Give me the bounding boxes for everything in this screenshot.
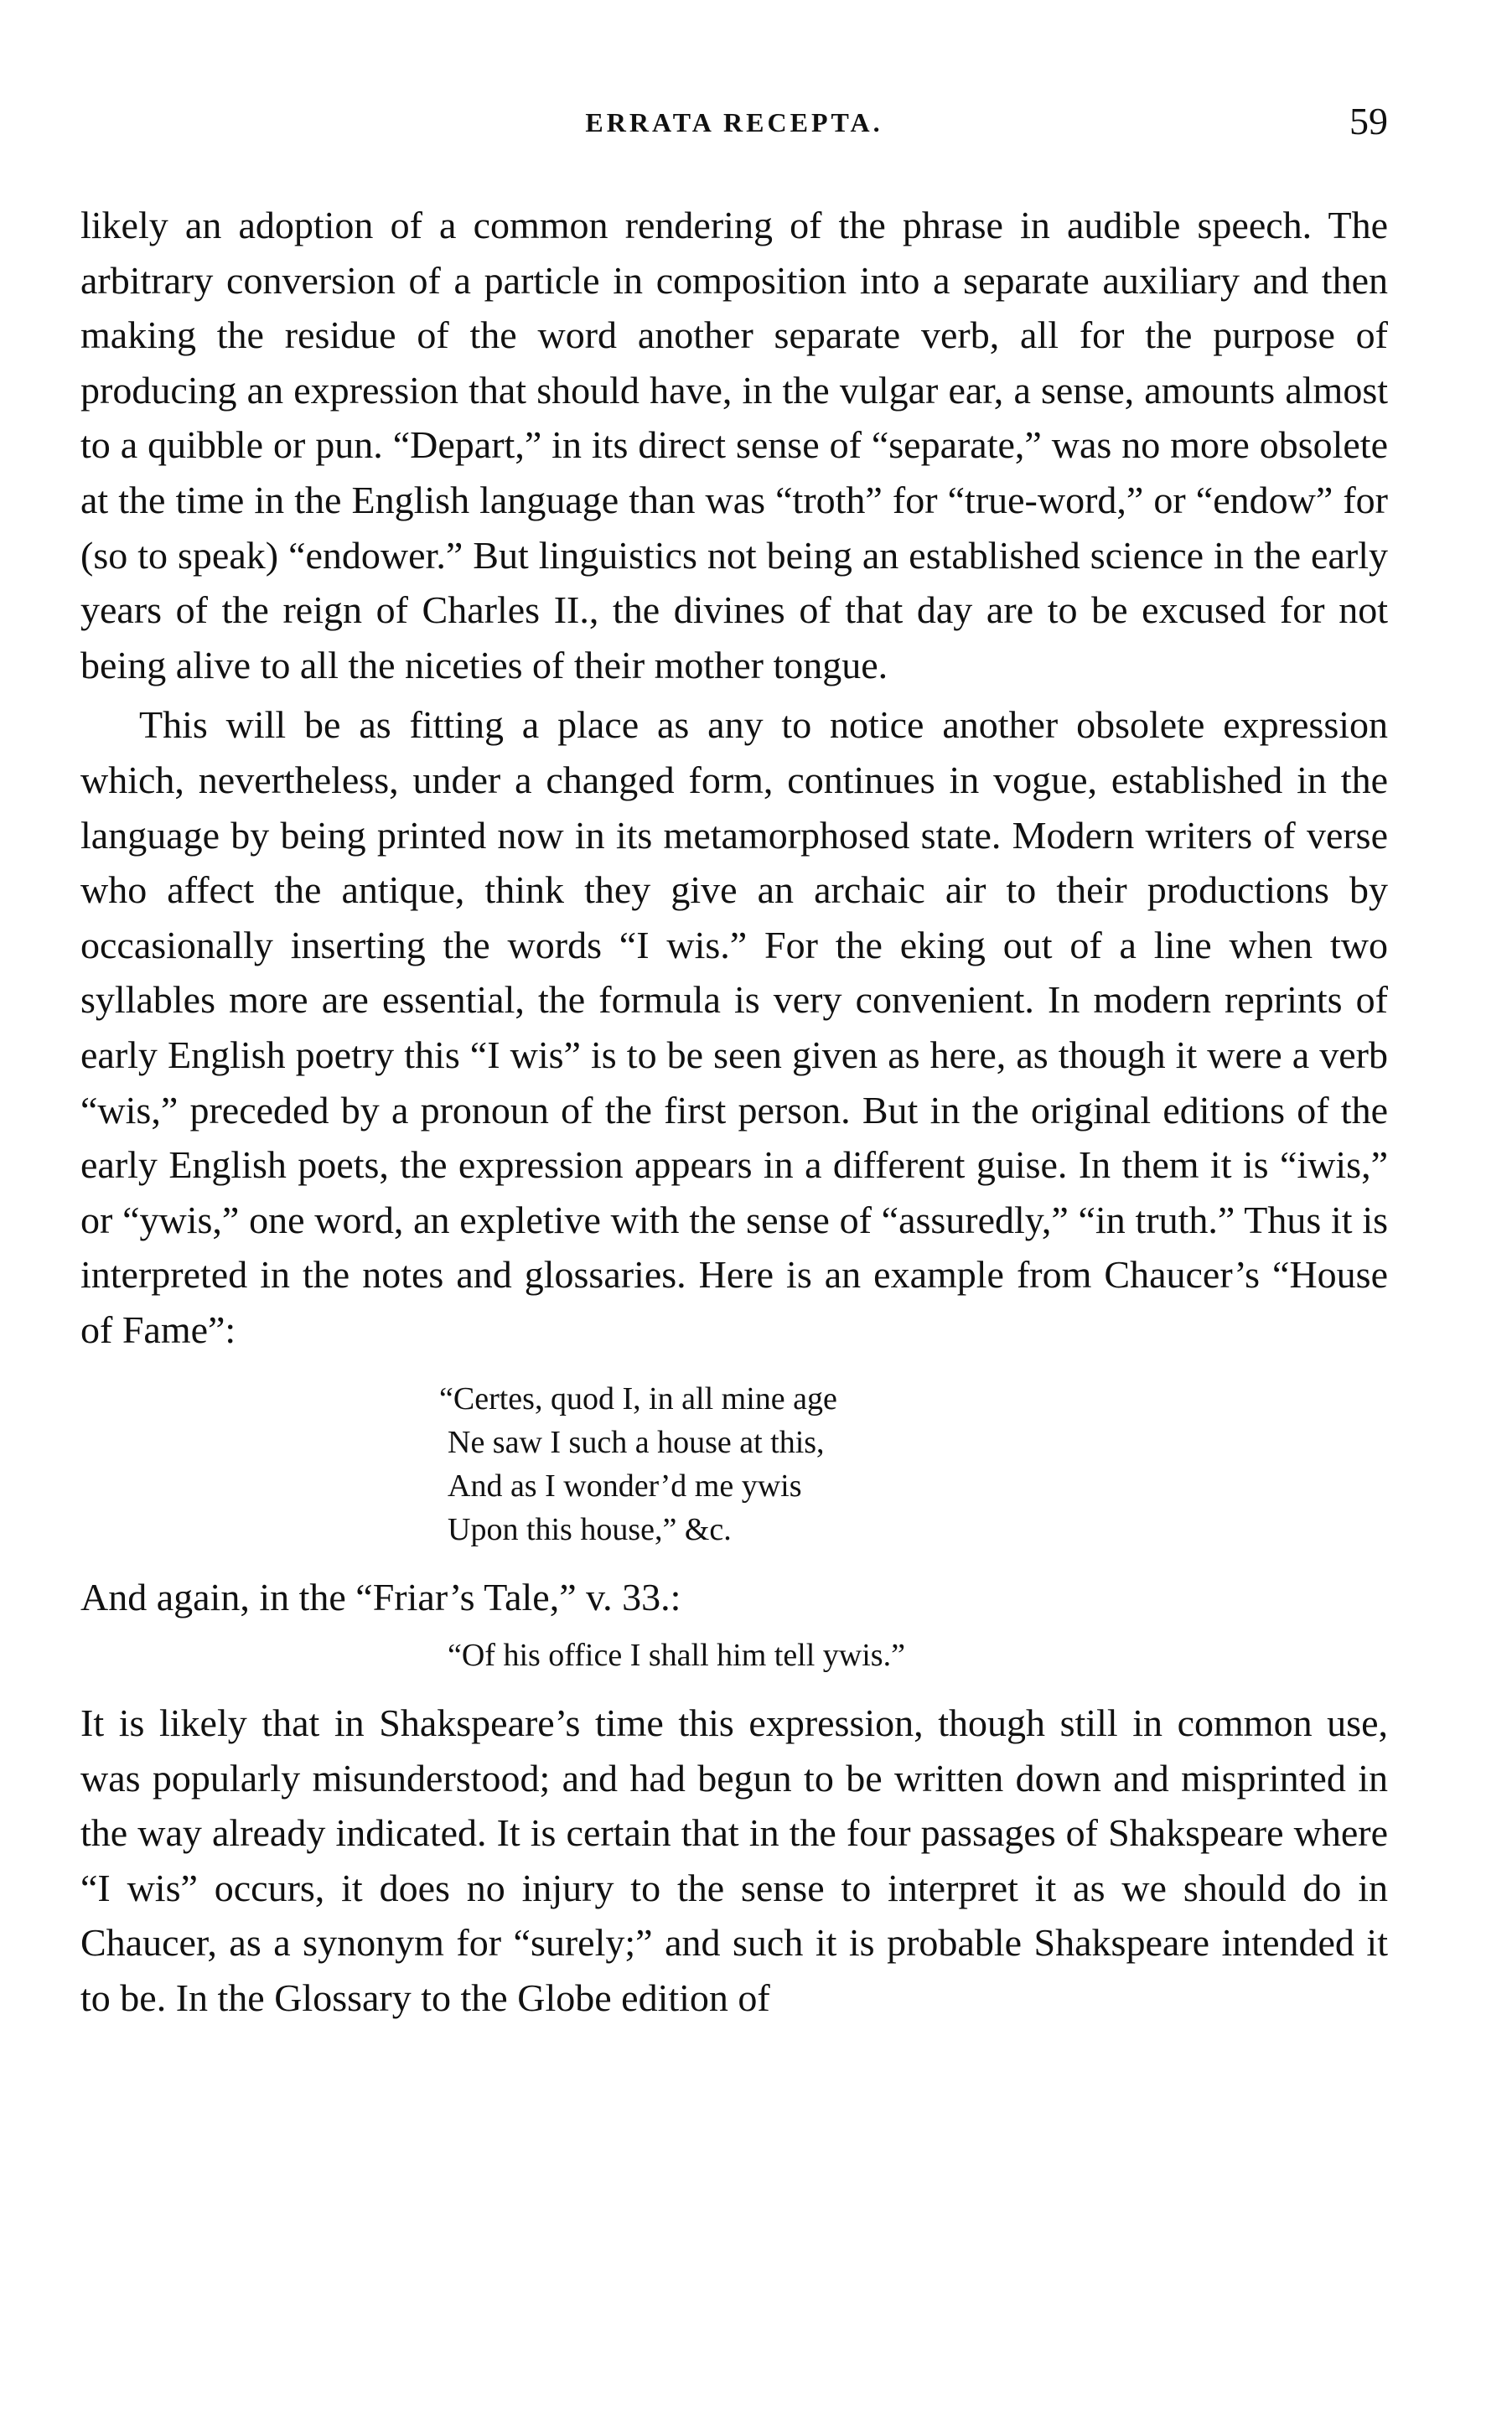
body-text [80,198,1388,2026]
verse-line: Upon this house,” &c. [448,1512,732,1548]
verse-line: “Certes, quod I, in all mine age [439,1381,837,1417]
paragraph-2: This will be as fitting a place as any to notice another obsolete expression which, nevertheless, under a changed form, continues in vogue, established in the language by being printed now in its metamorphosed state. Modern writers of verse who affect the antique, think they give an archaic air to their productions by occasionally inserting the words “I wis.” For the eking out of a line when two syllables more are essential, the formula is very convenient. In modern reprints of early English poetry this “I wis” is to be seen given as here, as though it were a verb “wis,” preceded by a pronoun of the first person. But in the original editions of the early English poets, the expression appears in a different guise. In them it is “iwis,” or “ywis,” one word, an expletive with the sense of “assuredly,” “in truth.” Thus it is interpreted in the notes and glossaries. Here is an example from Chaucer’s “House of Fame”: [80,703,1388,1351]
paragraph-3-lead-in: And again, in the “Friar’s Tale,” v. 33.: [80,1576,681,1619]
running-head: ERRATA RECEPTA. [585,107,883,137]
paragraph-4: It is likely that in Shakspeare’s time this expression, though still in common use, was popularly misunderstood; and had begun to be written down and misprinted in the way already indicated. It is certain that in the four passages of Shakspeare where “I wis” occurs, it does no injury to the sense to interpret it as we should do in Chaucer, as a synonym for “surely;” and such it is probable Shakspeare intended it to be. In the Glossary to the Globe edition of [80,1701,1388,2020]
verse-line: And as I wonder’d me ywis [448,1468,802,1504]
friars-tale-quotation: “Of his office I shall him tell ywis.” [448,1638,905,1674]
book-page [80,99,1388,2026]
page-header [80,99,1388,149]
chaucer-verse-quotation [439,1377,1388,1551]
page-number: 59 [1349,100,1388,142]
paragraph-1: likely an adoption of a common rendering of the phrase in audible speech. The arbitrary conversion of a particle in composition into a separate auxiliary and then making the residue of the word another separate verb, all for the purpose of producing an expression that should have, in the vulgar ear, a sense, amounts almost to a quibble or pun. “Depart,” in its direct sense of “separate,” was no more obsolete at the time in the English language than was “troth” for “true-word,” or “endow” for (so to speak) “endower.” But linguistics not being an established science in the early years of the reign of Charles II., the divines of that day are to be excused for not being alive to all the niceties of their mother tongue. [80,204,1388,686]
verse-line: Ne saw I such a house at this, [448,1425,825,1461]
